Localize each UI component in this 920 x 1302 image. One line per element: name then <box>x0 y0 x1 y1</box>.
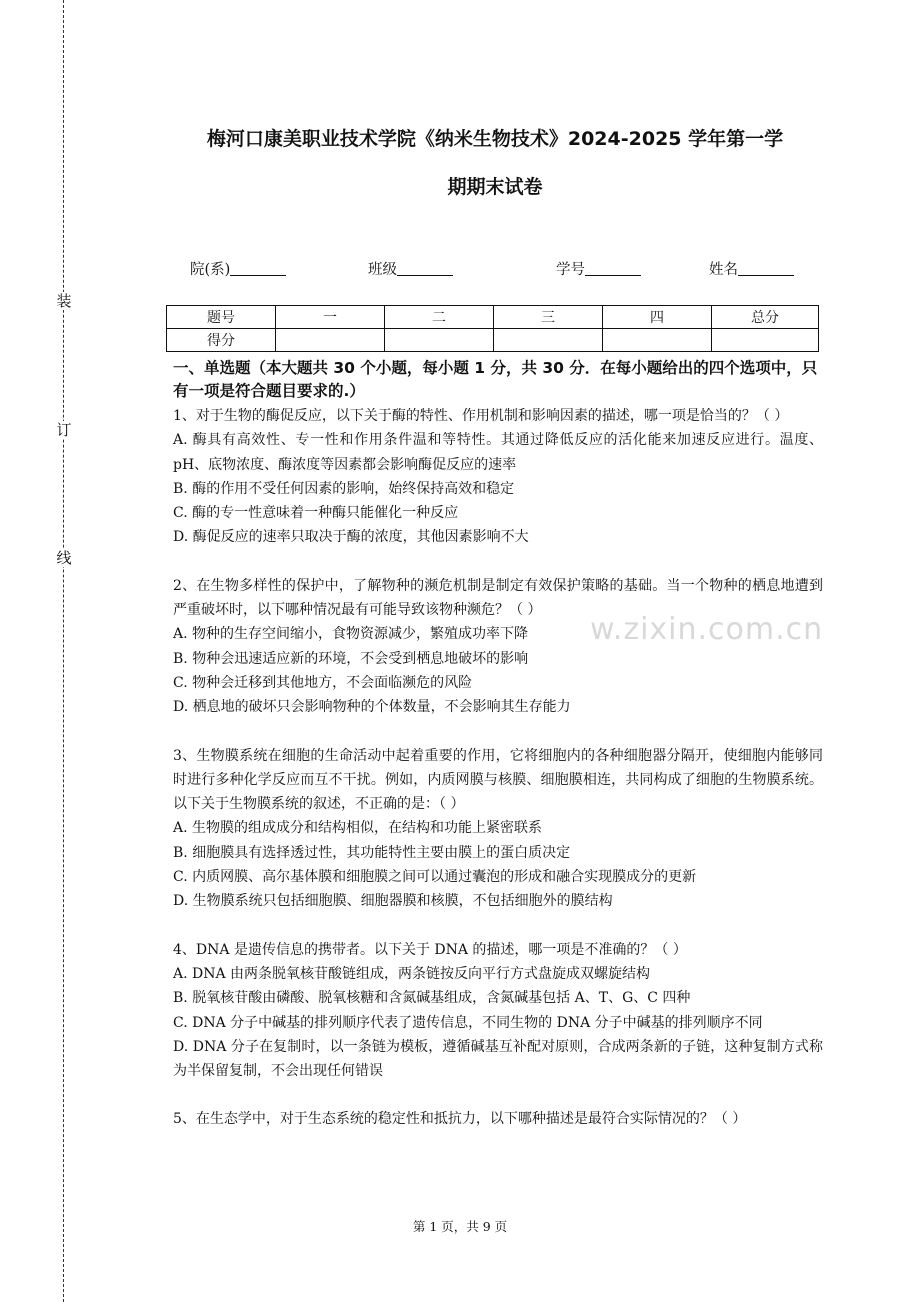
score-cell[interactable] <box>712 329 819 352</box>
score-table-header-row <box>167 306 819 329</box>
option-b: B. 脱氧核苷酸由磷酸、脱氧核糖和含氮碱基组成，含氮碱基包括 A、T、G、C 四种 <box>173 990 691 1007</box>
score-cell[interactable] <box>603 329 712 352</box>
option-c: C. 物种会迁移到其他地方，不会面临濒危的风险 <box>173 674 473 691</box>
class-blank[interactable] <box>397 261 453 276</box>
exam-title-line1: 梅河口康美职业技术学院《纳米生物技术》2024-2025 学年第一学 <box>206 128 784 150</box>
option-d: D. DNA 分子在复制时，以一条链为模板，遵循碱基互补配对原则，合成两条新的子链，这种复制方式称为半保留复制，不会出现任何错误 <box>173 1038 823 1080</box>
option-b: B. 物种会迅速适应新的环境，不会受到栖息地破坏的影响 <box>173 650 529 667</box>
score-row-label: 得分 <box>167 329 276 352</box>
question-list <box>173 404 823 1156</box>
score-table <box>166 305 819 352</box>
score-header-cell: 总分 <box>712 306 819 329</box>
student-info-row <box>0 258 920 280</box>
question-2 <box>173 574 823 720</box>
option-b: B. 细胞膜具有选择透过性，其功能特性主要由膜上的蛋白质决定 <box>173 844 571 861</box>
watermark: w.zixin.com.cn <box>590 612 824 647</box>
department-blank[interactable] <box>230 261 286 276</box>
page-footer: 第 1 页，共 9 页 <box>412 1219 508 1234</box>
option-a: A. 物种的生存空间缩小，食物资源减少，繁殖成功率下降 <box>173 626 529 643</box>
score-header-cell: 二 <box>385 306 494 329</box>
score-cell[interactable] <box>494 329 603 352</box>
score-header-cell: 题号 <box>167 306 276 329</box>
score-header-cell: 四 <box>603 306 712 329</box>
option-b: B. 酶的作用不受任何因素的影响，始终保持高效和稳定 <box>173 480 515 497</box>
question-stem: 1、对于生物的酶促反应，以下关于酶的特性、作用机制和影响因素的描述，哪一项是恰当的？（ ） <box>173 408 789 424</box>
option-a: A. 酶具有高效性、专一性和作用条件温和等特性。其通过降低反应的活化能来加速反应进行。温度、pH、底物浓度、酶浓度等因素都会影响酶促反应的速率 <box>173 432 823 473</box>
score-header-cell: 三 <box>494 306 603 329</box>
binding-char-zhuang: 装 <box>56 292 72 310</box>
option-d: D. 生物膜系统只包括细胞膜、细胞器膜和核膜，不包括细胞外的膜结构 <box>173 893 613 910</box>
info-department: 院(系) <box>190 258 286 279</box>
score-table-score-row <box>167 329 819 352</box>
question-5 <box>173 1107 823 1131</box>
option-d: D. 栖息地的破坏只会影响物种的个体数量，不会影响其生存能力 <box>173 699 571 716</box>
option-a: A. DNA 由两条脱氧核苷酸链组成，两条链按反向平行方式盘旋成双螺旋结构 <box>173 965 651 982</box>
option-c: C. 内质网膜、高尔基体膜和细胞膜之间可以通过囊泡的形成和融合实现膜成分的更新 <box>173 869 697 886</box>
question-1 <box>173 404 823 550</box>
binding-char-xian: 线 <box>56 549 72 567</box>
student-id-blank[interactable] <box>585 261 641 276</box>
score-cell[interactable] <box>385 329 494 352</box>
option-c: C. 酶的专一性意味着一种酶只能催化一种反应 <box>173 505 459 522</box>
question-stem: 4、DNA 是遗传信息的携带者。以下关于 DNA 的描述，哪一项是不准确的？（ ） <box>173 941 687 958</box>
exam-title-line2: 期期末试卷 <box>447 176 543 198</box>
score-cell[interactable] <box>276 329 385 352</box>
option-c: C. DNA 分子中碱基的排列顺序代表了遗传信息，不同生物的 DNA 分子中碱基的排列顺序不同 <box>173 1014 763 1031</box>
option-d: D. 酶促反应的速率只取决于酶的浓度，其他因素影响不大 <box>173 529 529 546</box>
section-heading: 一、单选题（本大题共 30 个小题，每小题 1 分，共 30 分．在每小题给出的四个选项中，只有一项是符合题目要求的.） <box>173 359 818 400</box>
question-stem: 5、在生态学中，对于生态系统的稳定性和抵抗力，以下哪种描述是最符合实际情况的？（ ） <box>173 1111 747 1128</box>
question-stem: 2、在生物多样性的保护中，了解物种的濒危机制是制定有效保护策略的基础。当一个物种的栖息地遭到严重破坏时，以下哪种情况最有可能导致该物种濒危？（ ） <box>173 577 823 619</box>
info-student-id: 学号 <box>556 258 641 279</box>
info-class: 班级 <box>368 258 453 279</box>
binding-char-ding: 订 <box>56 421 72 439</box>
question-4 <box>173 938 823 1084</box>
binding-dashed-line <box>63 0 64 1302</box>
question-3 <box>173 744 823 914</box>
score-header-cell: 一 <box>276 306 385 329</box>
option-a: A. 生物膜的组成成分和结构相似，在结构和功能上紧密联系 <box>173 820 543 837</box>
info-name: 姓名 <box>709 258 794 279</box>
name-blank[interactable] <box>738 261 794 276</box>
question-stem: 3、生物膜系统在细胞的生命活动中起着重要的作用，它将细胞内的各种细胞器分隔开，使细胞内能够同时进行多种化学反应而互不干扰。例如，内质网膜与核膜、细胞膜相连，共同构成了细胞的生物膜系统。以下关于生物膜系统的叙述，不正确的是：（ ） <box>173 747 823 813</box>
